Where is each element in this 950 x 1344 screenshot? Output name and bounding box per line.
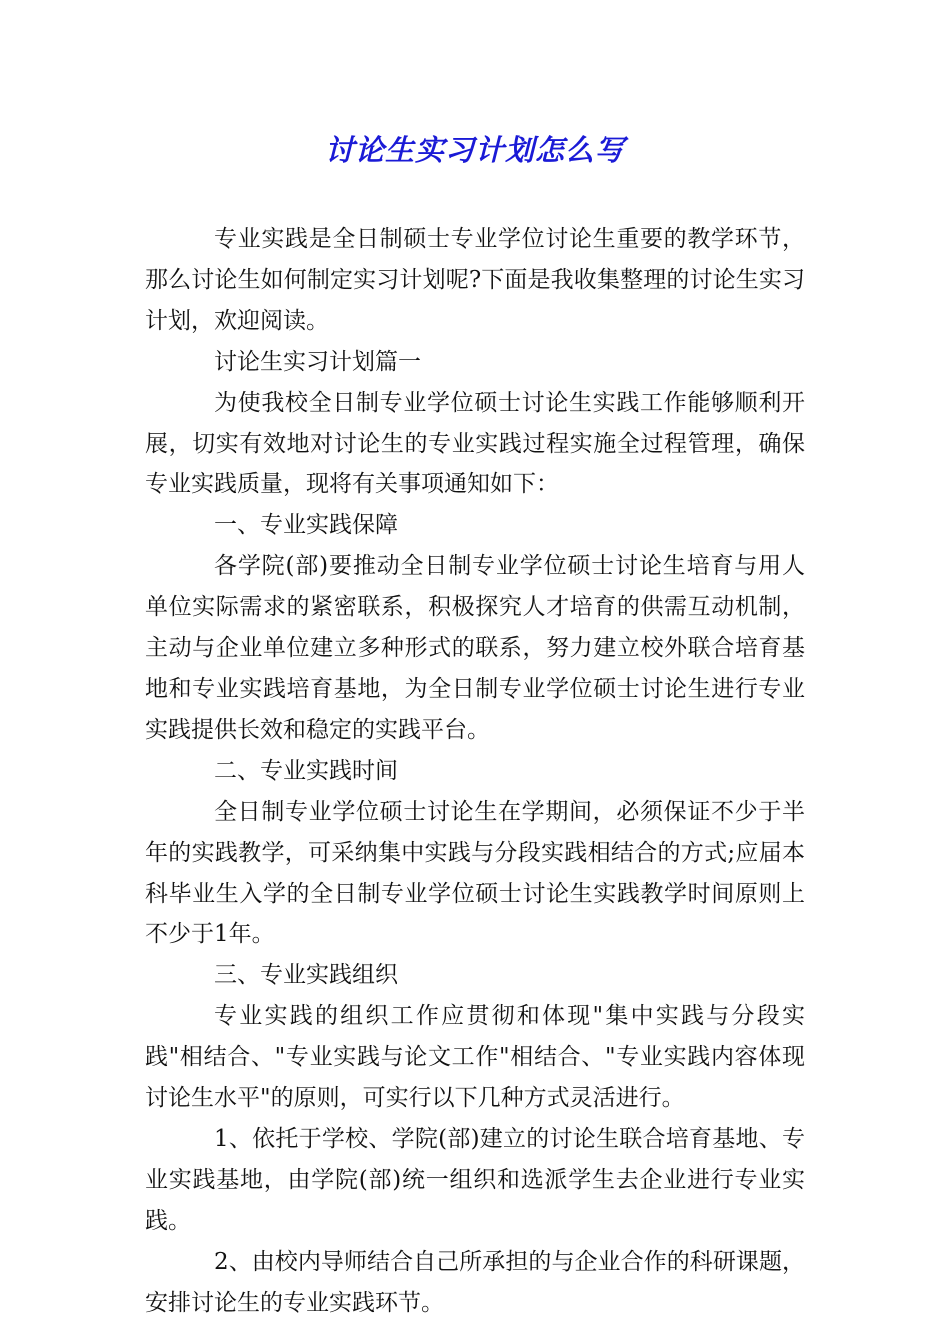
paragraph-time: 全日制专业学位硕士讨论生在学期间，必须保证不少于半年的实践教学，可采纳集中实践与分段实践相结合的方式;应届本科毕业生入学的全日制专业学位硕士讨论生实践教学时间原则上不少于1年。 [145, 798, 805, 948]
section-heading-guarantee: 一、专业实践保障 [214, 512, 398, 539]
list-item-2: 2、由校内导师结合自己所承担的与企业合作的科研课题，安排讨论生的专业实践环节。 [145, 1248, 805, 1316]
document-body [145, 219, 805, 1323]
paragraph-guarantee: 各学院(部)要推动全日制专业学位硕士讨论生培育与用人单位实际需求的紧密联系，积极探究人才培育的供需互动机制，主动与企业单位建立多种形式的联系，努力建立校外联合培育基地和专业实践培育基地，为全日制专业学位硕士讨论生进行专业实践提供长效和稳定的实践平台。 [145, 553, 805, 743]
section-heading-plan-one: 讨论生实习计划篇一 [214, 348, 421, 375]
paragraph-intro: 专业实践是全日制硕士专业学位讨论生重要的教学环节，那么讨论生如何制定实习计划呢?下面是我收集整理的讨论生实习计划，欢迎阅读。 [145, 226, 805, 334]
list-item-1: 1、依托于学校、学院(部)建立的讨论生联合培育基地、专业实践基地，由学院(部)统一组织和选派学生去企业进行专业实践。 [145, 1125, 805, 1234]
document-title: 讨论生实习计划怎么写 [324, 133, 625, 167]
paragraph-purpose: 为使我校全日制专业学位硕士讨论生实践工作能够顺利开展，切实有效地对讨论生的专业实践过程实施全过程管理，确保专业实践质量，现将有关事项通知如下： [145, 389, 805, 498]
section-heading-organization: 三、专业实践组织 [214, 962, 398, 989]
paragraph-organization: 专业实践的组织工作应贯彻和体现"集中实践与分段实践"相结合、"专业实践与论文工作"相结合、"专业实践内容体现讨论生水平"的原则，可实行以下几种方式灵活进行。 [145, 1003, 805, 1112]
section-heading-time: 二、专业实践时间 [214, 757, 398, 784]
